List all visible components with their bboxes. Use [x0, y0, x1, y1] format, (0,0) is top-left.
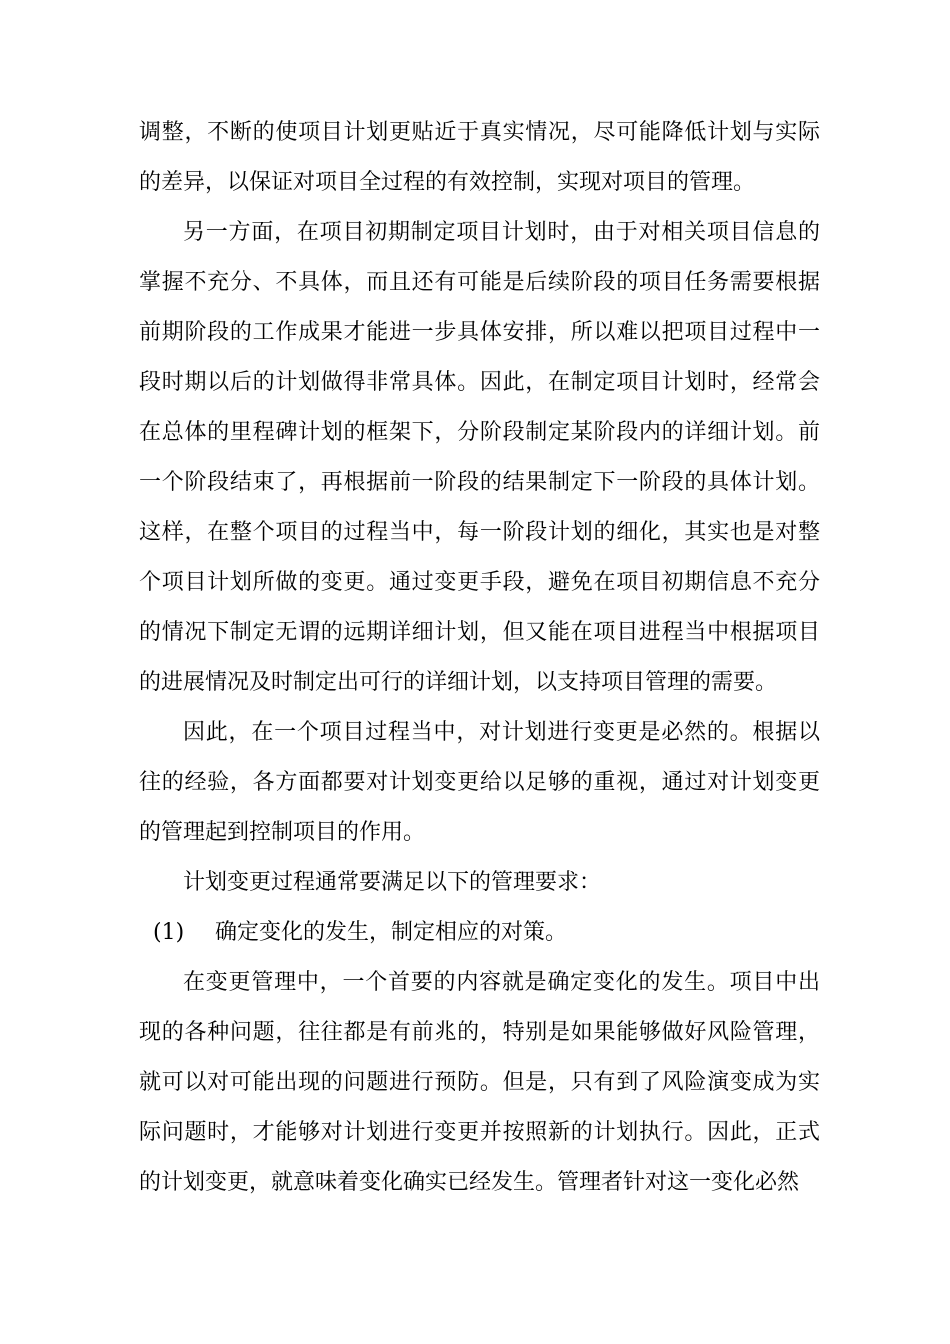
paragraph-continuation: 调整，不断的使项目计划更贴近于真实情况，尽可能降低计划与实际的差异，以保证对项目全过程的有效控制，实现对项目的管理。 [139, 120, 820, 195]
list-item [139, 908, 820, 958]
paragraph-change-necessity: 因此，在一个项目过程当中，对计划进行变更是必然的。根据以往的经验，各方面都要对计划变更给以足够的重视，通过对计划变更的管理起到控制项目的作用。 [139, 720, 820, 845]
list-item-number: (1) [153, 920, 185, 945]
paragraph-change-management: 在变更管理中，一个首要的内容就是确定变化的发生。项目中出现的各种问题，往往都是有前兆的，特别是如果能够做好风险管理，就可以对可能出现的问题进行预防。但是，只有到了风险演变成为实际问题时，才能够对计划进行变更并按照新的计划执行。因此，正式的计划变更，就意味着变化确实已经发生。管理者针对这一变化必然 [139, 970, 820, 1195]
paragraph-requirements-intro: 计划变更过程通常要满足以下的管理要求： [183, 870, 602, 895]
paragraph-early-planning: 另一方面，在项目初期制定项目计划时，由于对相关项目信息的掌握不充分、不具体，而且还有可能是后续阶段的项目任务需要根据前期阶段的工作成果才能进一步具体安排，所以难以把项目过程中一段时期以后的计划做得非常具体。因此，在制定项目计划时，经常会在总体的里程碑计划的框架下，分阶段制定某阶段内的详细计划。前一个阶段结束了，再根据前一阶段的结果制定下一阶段的具体计划。这样，在整个项目的过程当中，每一阶段计划的细化，其实也是对整个项目计划所做的变更。通过变更手段，避免在项目初期信息不充分的情况下制定无谓的远期详细计划，但又能在项目进程当中根据项目的进展情况及时制定出可行的详细计划，以支持项目管理的需要。 [139, 220, 820, 695]
list-item-text: 确定变化的发生，制定相应的对策。 [215, 920, 568, 945]
